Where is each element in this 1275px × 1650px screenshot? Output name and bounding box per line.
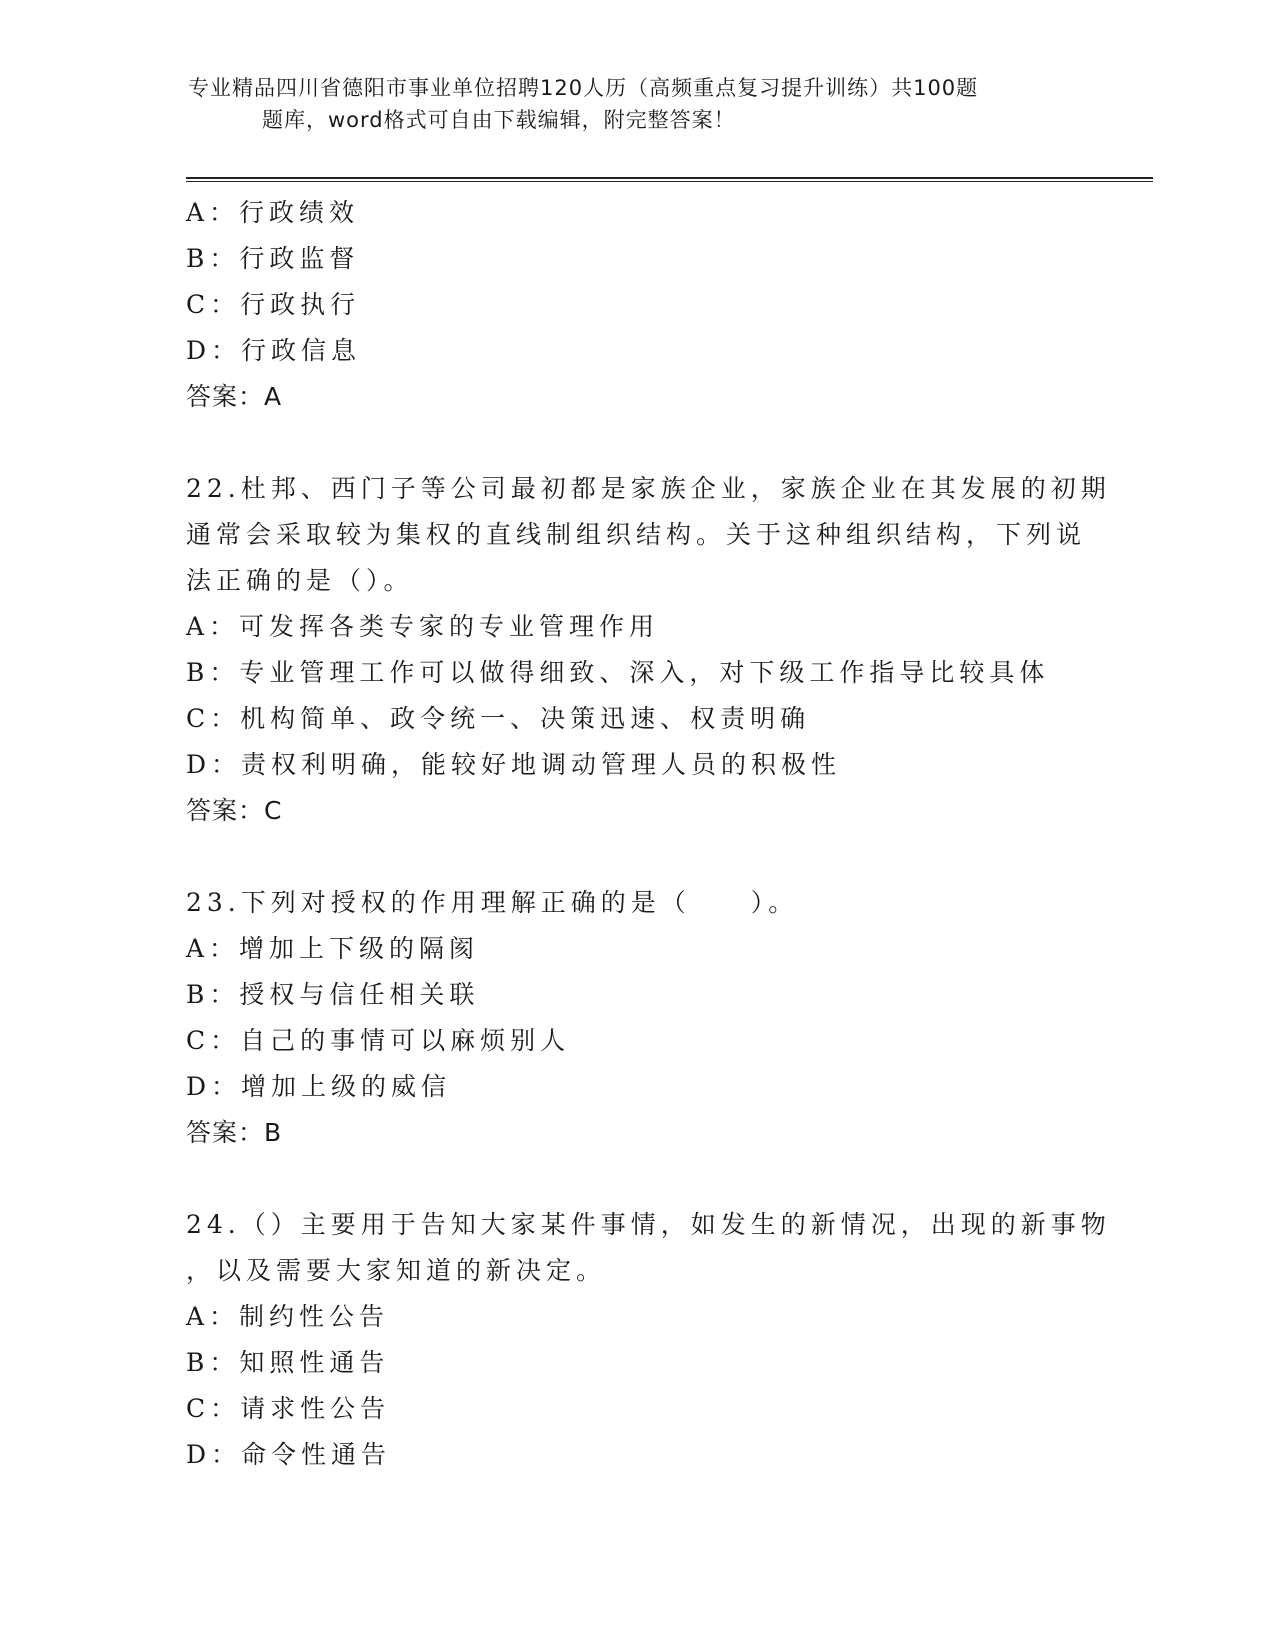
question-21-option-c: C：行政执行 [186,290,361,319]
document-title-line-1: 专业精品四川省德阳市事业单位招聘120人历（高频重点复习提升训练）共100题 [188,76,979,100]
question-21-option-b: B：行政监督 [186,244,360,273]
question-24-option-c: C：请求性公告 [186,1394,391,1423]
question-21-block [186,190,1086,420]
question-23-answer: 答案：B [186,1118,283,1147]
header-divider [186,177,1153,182]
document-title-line-2: 题库，word格式可自由下载编辑，附完整答案！ [262,108,736,132]
question-content [186,190,1111,1478]
spacer [186,834,1086,880]
question-24-stem-line-2: ，以及需要大家知道的新决定。 [186,1256,607,1285]
question-22-stem-line-3: 法正确的是（）。 [186,566,414,595]
question-22-stem-line-1: 22.杜邦、西门子等公司最初都是家族企业，家族企业在其发展的初期 [186,474,1111,503]
question-22-option-a: A：可发挥各类专家的专业管理作用 [186,612,660,641]
question-23-block [186,880,1086,1156]
question-22-block [186,466,1111,834]
question-22-option-c: C：机构简单、政令统一、决策迅速、权责明确 [186,704,811,733]
question-23-stem-line-1: 23.下列对授权的作用理解正确的是（ ）。 [186,888,799,917]
question-22-option-d: D：责权利明确，能较好地调动管理人员的积极性 [186,750,842,779]
spacer [186,420,1086,466]
question-24-option-b: B：知照性通告 [186,1348,390,1377]
question-21-option-d: D：行政信息 [186,336,362,365]
question-23-option-b: B：授权与信任相关联 [186,980,480,1009]
question-21-answer: 答案：A [186,382,283,411]
question-22-stem-line-2: 通常会采取较为集权的直线制组织结构。关于这种组织结构，下列说 [186,520,1087,549]
spacer [186,1156,1086,1202]
question-24-stem-line-1: 24.（）主要用于告知大家某件事情，如发生的新情况，出现的新事物 [186,1210,1111,1239]
question-23-option-c: C：自己的事情可以麻烦别人 [186,1026,571,1055]
question-24-block [186,1202,1111,1478]
question-22-option-b: B：专业管理工作可以做得细致、深入，对下级工作指导比较具体 [186,658,1050,687]
question-22-answer: 答案：C [186,796,283,825]
question-23-option-a: A：增加上下级的隔阂 [186,934,480,963]
question-24-option-d: D：命令性通告 [186,1440,392,1469]
question-21-option-a: A：行政绩效 [186,198,360,227]
question-24-option-a: A：制约性公告 [186,1302,390,1331]
question-23-option-d: D：增加上级的威信 [186,1072,452,1101]
